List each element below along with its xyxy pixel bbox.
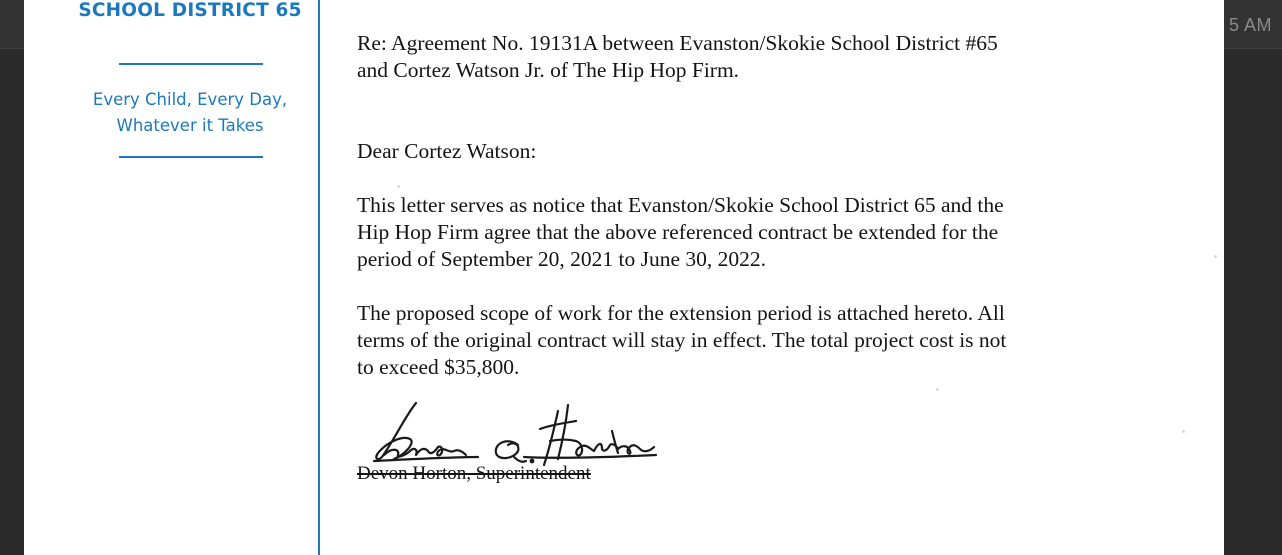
scan-speck bbox=[1214, 255, 1217, 258]
paragraph-2-line-1: The proposed scope of work for the extension period is attached hereto. All bbox=[357, 301, 1005, 325]
letterhead-sidebar bbox=[24, 0, 319, 555]
clock-time: 5 AM bbox=[1228, 15, 1272, 35]
district-name: SCHOOL DISTRICT 65 bbox=[78, 0, 302, 21]
letterhead-divider bbox=[318, 0, 320, 555]
extension-paragraph bbox=[357, 192, 1004, 273]
reference-line-1: Re: Agreement No. 19131A between Evanston/Skokie School District #65 bbox=[357, 31, 998, 55]
salutation: Dear Cortez Watson: bbox=[357, 139, 537, 163]
scan-speck bbox=[397, 185, 400, 188]
paragraph-2-line-2: terms of the original contract will stay in effect. The total project cost is not bbox=[357, 328, 1007, 352]
district-motto bbox=[24, 87, 356, 139]
paragraph-1-line-1: This letter serves as notice that Evanston/Skokie School District 65 and the bbox=[357, 193, 1004, 217]
reference-line-2: and Cortez Watson Jr. of The Hip Hop Firm. bbox=[357, 58, 740, 82]
reference-line bbox=[357, 30, 998, 84]
document-page bbox=[24, 0, 1224, 555]
scope-paragraph bbox=[357, 300, 1006, 381]
signer-name-title: Devon Horton, Superintendent bbox=[357, 463, 591, 484]
paragraph-2-line-3: to exceed $35,800. bbox=[357, 355, 520, 379]
motto-line-2: Whatever it Takes bbox=[116, 116, 264, 135]
motto-line-1: Every Child, Every Day, bbox=[92, 90, 288, 109]
scan-speck bbox=[1182, 430, 1185, 433]
scan-speck bbox=[936, 388, 939, 391]
signature-block bbox=[354, 395, 674, 490]
sidebar-rule-top bbox=[119, 63, 263, 65]
paragraph-1-line-3: period of September 20, 2021 to June 30, 2022. bbox=[357, 247, 767, 271]
paragraph-1-line-2: Hip Hop Firm agree that the above referenced contract be extended for the bbox=[357, 220, 999, 244]
sidebar-rule-bottom bbox=[119, 156, 263, 158]
